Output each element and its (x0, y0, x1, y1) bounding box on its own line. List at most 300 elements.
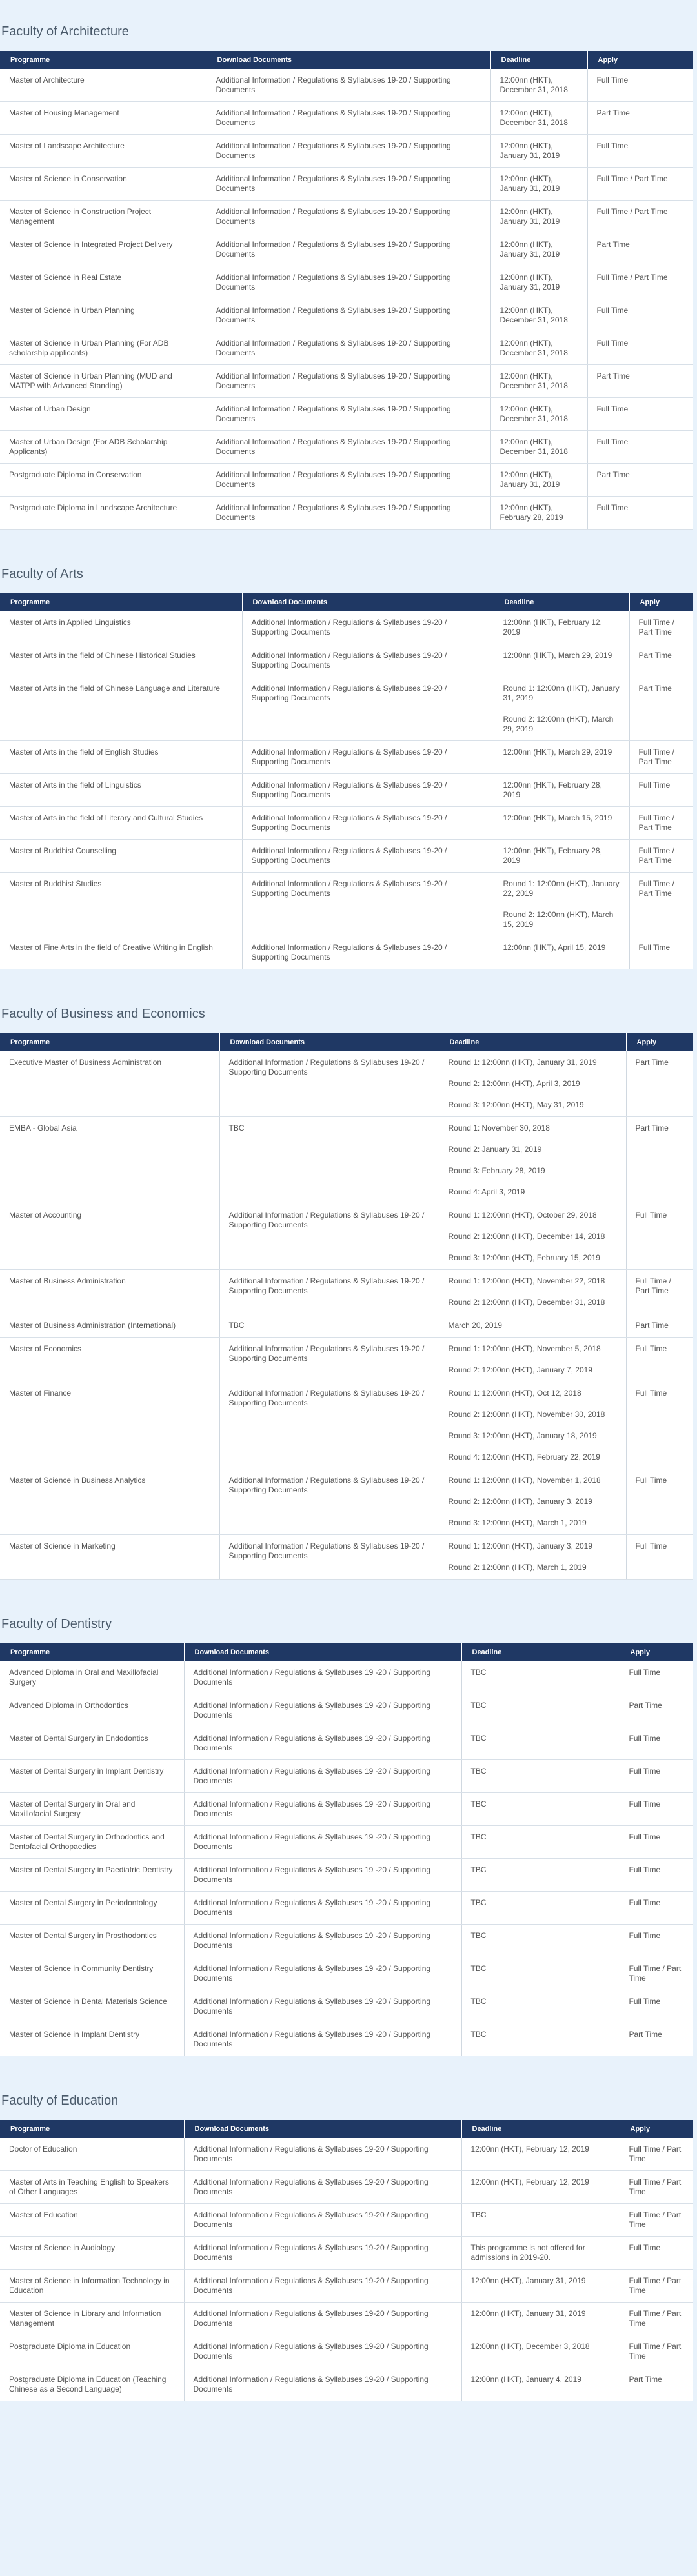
deadline-round: Round 1: 12:00nn (HKT), Oct 12, 2018 (448, 1389, 581, 1398)
download-documents-cell (207, 201, 490, 233)
download-documents-link[interactable]: Additional Information / Regulations & Syllabuses 19 -20 / Supporting Documents (193, 1865, 431, 1884)
programme-name: Master of Buddhist Counselling (0, 840, 242, 873)
download-documents-link[interactable]: Additional Information / Regulations & Syllabuses 19 -20 / Supporting Documents (193, 1799, 431, 1818)
table-row (0, 266, 693, 299)
faculty-title: Faculty of Architecture (1, 25, 129, 39)
download-documents-link[interactable]: Additional Information / Regulations & Syllabuses 19-20 / Supporting Documents (216, 404, 451, 423)
download-documents-link[interactable]: Additional Information / Regulations & Syllabuses 19-20 / Supporting Documents (216, 372, 451, 390)
download-documents-cell (207, 431, 490, 464)
download-documents-cell (242, 840, 494, 873)
deadline-round: Round 3: 12:00nn (HKT), May 31, 2019 (448, 1100, 584, 1109)
deadline-round: 12:00nn (HKT), April 15, 2019 (503, 943, 606, 952)
table-row (0, 332, 693, 365)
column-header: Programme (0, 51, 207, 69)
deadline-cell (494, 741, 629, 774)
study-mode: Full Time (587, 69, 693, 102)
table-row (0, 299, 693, 332)
study-mode: Full Time / Part Time (629, 840, 693, 873)
table-row (0, 1469, 693, 1535)
table-row (0, 644, 693, 677)
deadline-round: 12:00nn (HKT), February 12, 2019 (503, 618, 602, 637)
faculty-section (0, 1592, 697, 2069)
table-row (0, 2171, 693, 2204)
deadline-round: 12:00nn (HKT), January 4, 2019 (470, 2375, 581, 2384)
deadline-cell (494, 807, 629, 840)
download-documents-link: TBC (228, 1321, 245, 1330)
deadline-cell (461, 2270, 620, 2303)
column-header: Apply (587, 51, 693, 69)
programme-name: Postgraduate Diploma in Landscape Architecture (0, 497, 207, 530)
download-documents-link[interactable]: Additional Information / Regulations & Syllabuses 19-20 / Supporting Documents (216, 108, 451, 127)
programme-table (0, 593, 693, 969)
download-documents-link[interactable]: Additional Information / Regulations & Syllabuses 19-20 / Supporting Documents (228, 1058, 425, 1076)
study-mode: Full Time (620, 1892, 693, 1925)
study-mode: Full Time / Part Time (587, 201, 693, 233)
download-documents-link[interactable]: Additional Information / Regulations & Syllabuses 19-20 / Supporting Documents (228, 1389, 425, 1407)
download-documents-link[interactable]: Additional Information / Regulations & Syllabuses 19-20 / Supporting Documents (216, 273, 451, 292)
column-header: Apply (620, 1643, 693, 1661)
deadline-round: Round 4: 12:00nn (HKT), February 22, 2019 (448, 1452, 600, 1461)
deadline-cell (461, 1760, 620, 1793)
deadline-cell (461, 2335, 620, 2368)
table-row (0, 201, 693, 233)
download-documents-link[interactable]: Additional Information / Regulations & Syllabuses 19 -20 / Supporting Documents (193, 1701, 431, 1719)
column-header: Deadline (461, 1643, 620, 1661)
deadline-cell (439, 1382, 626, 1469)
table-row (0, 1338, 693, 1382)
download-documents-cell (184, 2023, 461, 2056)
download-documents-link[interactable]: Additional Information / Regulations & Syllabuses 19-20 / Supporting Documents (193, 2177, 429, 2196)
download-documents-cell (242, 807, 494, 840)
column-header: Deadline (439, 1033, 626, 1051)
download-documents-link[interactable]: Additional Information / Regulations & Syllabuses 19 -20 / Supporting Documents (193, 1734, 431, 1752)
study-mode: Full Time (620, 1925, 693, 1957)
deadline-cell (461, 1727, 620, 1760)
download-documents-cell (184, 2368, 461, 2401)
download-documents-link[interactable]: Additional Information / Regulations & Syllabuses 19-20 / Supporting Documents (216, 174, 451, 193)
deadline-round: TBC (470, 1964, 487, 1973)
table-row (0, 611, 693, 644)
programme-name: EMBA - Global Asia (0, 1117, 219, 1204)
programme-name: Advanced Diploma in Oral and Maxillofacial Surgery (0, 1661, 184, 1694)
study-mode: Full Time (620, 1990, 693, 2023)
table-row (0, 1204, 693, 1270)
table-row (0, 1117, 693, 1204)
download-documents-link[interactable]: Additional Information / Regulations & Syllabuses 19-20 / Supporting Documents (193, 2375, 429, 2393)
deadline-cell (461, 1990, 620, 2023)
study-mode: Full Time (626, 1535, 693, 1580)
download-documents-link[interactable]: Additional Information / Regulations & Syllabuses 19-20 / Supporting Documents (193, 2243, 429, 2262)
deadline-round: 12:00nn (HKT), January 31, 2019 (500, 174, 560, 193)
study-mode: Full Time / Part Time (620, 2335, 693, 2368)
download-documents-cell (207, 464, 490, 497)
faculty-title: Faculty of Arts (1, 567, 83, 581)
deadline-cell (439, 1051, 626, 1117)
download-documents-cell (184, 1661, 461, 1694)
deadline-cell (490, 266, 587, 299)
deadline-round: 12:00nn (HKT), December 31, 2018 (500, 108, 568, 127)
download-documents-link[interactable]: Additional Information / Regulations & Syllabuses 19 -20 / Supporting Documents (193, 1767, 431, 1785)
deadline-round: Round 2: 12:00nn (HKT), January 7, 2019 (448, 1365, 592, 1374)
column-header: Deadline (461, 2120, 620, 2138)
deadline-cell (494, 936, 629, 969)
programme-name: Master of Dental Surgery in Periodontology (0, 1892, 184, 1925)
programme-name: Master of Dental Surgery in Prosthodontics (0, 1925, 184, 1957)
study-mode: Full Time (620, 1760, 693, 1793)
programme-name: Master of Science in Urban Planning (MUD and MATPP with Advanced Standing) (0, 365, 207, 398)
column-header: Programme (0, 593, 242, 611)
download-documents-link[interactable]: Additional Information / Regulations & Syllabuses 19-20 / Supporting Documents (251, 943, 447, 962)
download-documents-link[interactable]: Additional Information / Regulations & Syllabuses 19-20 / Supporting Documents (251, 684, 447, 702)
deadline-round: Round 3: February 28, 2019 (448, 1166, 545, 1175)
programme-name: Postgraduate Diploma in Conservation (0, 464, 207, 497)
download-documents-link[interactable]: Additional Information / Regulations & Syllabuses 19-20 / Supporting Documents (216, 207, 451, 226)
table-row (0, 2237, 693, 2270)
download-documents-link[interactable]: Additional Information / Regulations & Syllabuses 19-20 / Supporting Documents (193, 2210, 429, 2229)
column-header: Download Documents (184, 1643, 461, 1661)
deadline-round: Round 2: 12:00nn (HKT), December 31, 2018 (448, 1298, 605, 1307)
deadline-cell (461, 2171, 620, 2204)
programme-name: Master of Arts in Applied Linguistics (0, 611, 242, 644)
download-documents-cell (207, 299, 490, 332)
deadline-cell (439, 1204, 626, 1270)
programme-name: Master of Architecture (0, 69, 207, 102)
programme-table (0, 2120, 693, 2401)
deadline-round: Round 1: November 30, 2018 (448, 1124, 550, 1133)
deadline-round: 12:00nn (HKT), December 31, 2018 (500, 372, 568, 390)
deadline-round: 12:00nn (HKT), January 31, 2019 (500, 240, 560, 259)
download-documents-link[interactable]: Additional Information / Regulations & Syllabuses 19-20 / Supporting Documents (228, 1211, 425, 1229)
programme-name: Master of Science in Urban Planning (0, 299, 207, 332)
study-mode: Part Time (629, 677, 693, 741)
download-documents-link[interactable]: Additional Information / Regulations & Syllabuses 19-20 / Supporting Documents (216, 75, 451, 94)
download-documents-link[interactable]: Additional Information / Regulations & Syllabuses 19-20 / Supporting Documents (228, 1541, 425, 1560)
table-row (0, 1694, 693, 1727)
download-documents-cell (207, 497, 490, 530)
download-documents-cell (184, 1892, 461, 1925)
deadline-round: 12:00nn (HKT), February 28, 2019 (503, 780, 602, 799)
programme-name: Master of Science in Construction Project Management (0, 201, 207, 233)
table-row (0, 1727, 693, 1760)
study-mode: Full Time (629, 774, 693, 807)
deadline-cell (461, 2368, 620, 2401)
programme-name: Master of Science in Real Estate (0, 266, 207, 299)
deadline-round: 12:00nn (HKT), December 31, 2018 (500, 404, 568, 423)
programme-name: Postgraduate Diploma in Education (0, 2335, 184, 2368)
programme-name: Master of Arts in the field of Linguistics (0, 774, 242, 807)
deadline-cell (490, 365, 587, 398)
deadline-round: Round 2: 12:00nn (HKT), January 3, 2019 (448, 1497, 592, 1506)
study-mode: Full Time (587, 135, 693, 168)
study-mode: Part Time (587, 365, 693, 398)
download-documents-cell (242, 611, 494, 644)
programme-name: Master of Science in Integrated Project Delivery (0, 233, 207, 266)
programme-name: Master of Urban Design (For ADB Scholarship Applicants) (0, 431, 207, 464)
download-documents-cell (184, 2270, 461, 2303)
deadline-round: Round 1: 12:00nn (HKT), January 31, 2019 (448, 1058, 597, 1067)
programme-name: Master of Business Administration (International) (0, 1314, 219, 1338)
deadline-round: 12:00nn (HKT), March 29, 2019 (503, 651, 612, 660)
deadline-round: 12:00nn (HKT), December 31, 2018 (500, 306, 568, 324)
study-mode: Part Time (587, 233, 693, 266)
download-documents-link[interactable]: Additional Information / Regulations & Syllabuses 19-20 / Supporting Documents (228, 1344, 425, 1363)
download-documents-link[interactable]: Additional Information / Regulations & Syllabuses 19-20 / Supporting Documents (216, 437, 451, 456)
deadline-round: TBC (470, 2030, 487, 2039)
deadline-round: TBC (470, 1799, 487, 1808)
programme-name: Master of Buddhist Studies (0, 873, 242, 936)
study-mode: Full Time / Part Time (620, 2270, 693, 2303)
deadline-cell (490, 233, 587, 266)
table-row (0, 1661, 693, 1694)
programme-name: Master of Dental Surgery in Endodontics (0, 1727, 184, 1760)
deadline-round: Round 1: 12:00nn (HKT), January 22, 2019 (503, 879, 620, 898)
deadline-round: Round 2: 12:00nn (HKT), November 30, 2018 (448, 1410, 605, 1419)
study-mode: Full Time (587, 299, 693, 332)
download-documents-link[interactable]: Additional Information / Regulations & Syllabuses 19-20 / Supporting Documents (193, 2276, 429, 2295)
table-row (0, 2023, 693, 2056)
faculty-title: Faculty of Dentistry (1, 1617, 112, 1631)
table-row (0, 677, 693, 741)
download-documents-link[interactable]: Additional Information / Regulations & Syllabuses 19 -20 / Supporting Documents (193, 1832, 431, 1851)
study-mode: Full Time (629, 936, 693, 969)
column-header: Apply (626, 1033, 693, 1051)
download-documents-cell (242, 774, 494, 807)
deadline-round: TBC (470, 1832, 487, 1841)
study-mode: Full Time (587, 332, 693, 365)
deadline-round: Round 4: April 3, 2019 (448, 1187, 525, 1196)
deadline-round: Round 3: 12:00nn (HKT), February 15, 2019 (448, 1253, 600, 1262)
deadline-round: 12:00nn (HKT), January 31, 2019 (500, 141, 560, 160)
deadline-cell (461, 1793, 620, 1826)
download-documents-cell (219, 1051, 439, 1117)
download-documents-cell (184, 1727, 461, 1760)
deadline-cell (494, 774, 629, 807)
deadline-cell (490, 398, 587, 431)
programme-name: Master of Science in Audiology (0, 2237, 184, 2270)
download-documents-link[interactable]: Additional Information / Regulations & Syllabuses 19-20 / Supporting Documents (228, 1476, 425, 1494)
download-documents-cell (219, 1338, 439, 1382)
study-mode: Full Time / Part Time (587, 168, 693, 201)
study-mode: Full Time / Part Time (629, 611, 693, 644)
download-documents-cell (184, 2237, 461, 2270)
programme-name: Master of Arts in the field of English Studies (0, 741, 242, 774)
download-documents-link[interactable]: Additional Information / Regulations & Syllabuses 19 -20 / Supporting Documents (193, 1931, 431, 1950)
deadline-cell (494, 873, 629, 936)
programme-name: Executive Master of Business Administration (0, 1051, 219, 1117)
deadline-round: Round 1: 12:00nn (HKT), January 31, 2019 (503, 684, 620, 702)
study-mode: Part Time (626, 1051, 693, 1117)
download-documents-link[interactable]: Additional Information / Regulations & Syllabuses 19 -20 / Supporting Documents (193, 1997, 431, 2016)
deadline-cell (461, 1694, 620, 1727)
programme-name: Master of Finance (0, 1382, 219, 1469)
programme-name: Master of Science in Information Technology in Education (0, 2270, 184, 2303)
download-documents-link[interactable]: Additional Information / Regulations & Syllabuses 19-20 / Supporting Documents (193, 2342, 429, 2361)
faculty-title: Faculty of Business and Economics (1, 1007, 205, 1021)
table-row (0, 873, 693, 936)
download-documents-cell (184, 1760, 461, 1793)
download-documents-cell (184, 1925, 461, 1957)
download-documents-cell (184, 1793, 461, 1826)
download-documents-cell (219, 1314, 439, 1338)
download-documents-link[interactable]: Additional Information / Regulations & Syllabuses 19-20 / Supporting Documents (251, 651, 447, 669)
download-documents-link[interactable]: Additional Information / Regulations & Syllabuses 19-20 / Supporting Documents (251, 879, 447, 898)
programme-table (0, 1033, 693, 1580)
download-documents-cell (219, 1535, 439, 1580)
deadline-round: Round 1: 12:00nn (HKT), October 29, 2018 (448, 1211, 597, 1220)
study-mode: Full Time (626, 1204, 693, 1270)
download-documents-link[interactable]: Additional Information / Regulations & Syllabuses 19-20 / Supporting Documents (251, 748, 447, 766)
download-documents-cell (242, 677, 494, 741)
download-documents-cell (242, 936, 494, 969)
study-mode: Full Time (620, 1793, 693, 1826)
study-mode: Full Time (587, 431, 693, 464)
table-row (0, 807, 693, 840)
table-row (0, 1535, 693, 1580)
programme-table (0, 51, 693, 530)
programme-name: Master of Science in Dental Materials Science (0, 1990, 184, 2023)
deadline-round: Round 2: 12:00nn (HKT), March 29, 2019 (503, 715, 614, 733)
download-documents-link[interactable]: Additional Information / Regulations & Syllabuses 19-20 / Supporting Documents (251, 813, 447, 832)
deadline-cell (494, 611, 629, 644)
deadline-round: This programme is not offered for admissions in 2019-20. (470, 2243, 585, 2262)
deadline-round: Round 1: 12:00nn (HKT), November 5, 2018 (448, 1344, 601, 1353)
deadline-round: TBC (470, 1931, 487, 1940)
download-documents-link[interactable]: Additional Information / Regulations & Syllabuses 19-20 / Supporting Documents (216, 503, 451, 522)
study-mode: Part Time (626, 1314, 693, 1338)
download-documents-cell (184, 2303, 461, 2335)
table-row (0, 1760, 693, 1793)
download-documents-cell (242, 873, 494, 936)
download-documents-link[interactable]: Additional Information / Regulations & Syllabuses 19 -20 / Supporting Documents (193, 1964, 431, 1983)
study-mode: Full Time / Part Time (620, 2171, 693, 2204)
deadline-round: 12:00nn (HKT), December 31, 2018 (500, 75, 568, 94)
deadline-cell (490, 431, 587, 464)
programme-name: Master of Science in Community Dentistry (0, 1957, 184, 1990)
download-documents-link[interactable]: Additional Information / Regulations & Syllabuses 19-20 / Supporting Documents (193, 2145, 429, 2163)
column-header: Apply (629, 593, 693, 611)
download-documents-cell (207, 398, 490, 431)
faculty-section (0, 2069, 697, 2414)
table-row (0, 2270, 693, 2303)
table-header-row (0, 1643, 693, 1661)
table-row (0, 2368, 693, 2401)
deadline-round: 12:00nn (HKT), February 28, 2019 (500, 503, 563, 522)
download-documents-link[interactable]: Additional Information / Regulations & Syllabuses 19-20 / Supporting Documents (216, 141, 451, 160)
faculty-section (0, 982, 697, 1592)
deadline-round: 12:00nn (HKT), January 31, 2019 (500, 470, 560, 489)
download-documents-cell (184, 2138, 461, 2171)
study-mode: Full Time (620, 1727, 693, 1760)
table-row (0, 1990, 693, 2023)
deadline-cell (461, 2204, 620, 2237)
download-documents-cell (184, 1826, 461, 1859)
study-mode: Full Time / Part Time (629, 873, 693, 936)
deadline-cell (439, 1338, 626, 1382)
deadline-cell (439, 1469, 626, 1535)
table-row (0, 1957, 693, 1990)
study-mode: Full Time (620, 2237, 693, 2270)
download-documents-link[interactable]: Additional Information / Regulations & Syllabuses 19-20 / Supporting Documents (216, 339, 451, 357)
deadline-round: Round 2: 12:00nn (HKT), March 15, 2019 (503, 910, 614, 929)
programme-name: Master of Science in Conservation (0, 168, 207, 201)
download-documents-link[interactable]: Additional Information / Regulations & Syllabuses 19 -20 / Supporting Documents (193, 2030, 431, 2048)
deadline-round: Round 2: 12:00nn (HKT), April 3, 2019 (448, 1079, 580, 1088)
deadline-round: 12:00nn (HKT), February 12, 2019 (470, 2177, 589, 2186)
deadline-round: Round 3: 12:00nn (HKT), January 18, 2019 (448, 1431, 597, 1440)
table-row (0, 1859, 693, 1892)
programme-name: Master of Science in Implant Dentistry (0, 2023, 184, 2056)
deadline-round: Round 3: 12:00nn (HKT), March 1, 2019 (448, 1518, 587, 1527)
deadline-cell (490, 201, 587, 233)
programme-name: Master of Dental Surgery in Implant Dentistry (0, 1760, 184, 1793)
deadline-cell (461, 2138, 620, 2171)
deadline-round: TBC (470, 1734, 487, 1743)
study-mode: Full Time (626, 1338, 693, 1382)
study-mode: Part Time (629, 644, 693, 677)
download-documents-link[interactable]: Additional Information / Regulations & Syllabuses 19-20 / Supporting Documents (216, 240, 451, 259)
table-row (0, 398, 693, 431)
programme-name: Master of Accounting (0, 1204, 219, 1270)
download-documents-link[interactable]: Additional Information / Regulations & Syllabuses 19 -20 / Supporting Documents (193, 1898, 431, 1917)
download-documents-link[interactable]: Additional Information / Regulations & Syllabuses 19-20 / Supporting Documents (228, 1276, 425, 1295)
programme-name: Master of Science in Business Analytics (0, 1469, 219, 1535)
table-row (0, 1051, 693, 1117)
programme-name: Master of Arts in the field of Literary and Cultural Studies (0, 807, 242, 840)
table-row (0, 741, 693, 774)
programme-name: Master of Dental Surgery in Paediatric Dentistry (0, 1859, 184, 1892)
table-row (0, 497, 693, 530)
download-documents-link[interactable]: Additional Information / Regulations & Syllabuses 19 -20 / Supporting Documents (193, 1668, 431, 1687)
deadline-round: 12:00nn (HKT), December 31, 2018 (500, 437, 568, 456)
table-header-row (0, 2120, 693, 2138)
download-documents-link[interactable]: Additional Information / Regulations & Syllabuses 19-20 / Supporting Documents (216, 306, 451, 324)
download-documents-link[interactable]: Additional Information / Regulations & Syllabuses 19-20 / Supporting Documents (251, 780, 447, 799)
table-row (0, 135, 693, 168)
deadline-round: TBC (470, 1997, 487, 2006)
programme-name: Master of Business Administration (0, 1270, 219, 1314)
column-header: Deadline (494, 593, 629, 611)
download-documents-link[interactable]: Additional Information / Regulations & Syllabuses 19-20 / Supporting Documents (216, 470, 451, 489)
study-mode: Part Time (587, 464, 693, 497)
column-header: Download Documents (242, 593, 494, 611)
deadline-round: TBC (470, 1701, 487, 1710)
download-documents-cell (207, 365, 490, 398)
table-row (0, 774, 693, 807)
table-row (0, 2204, 693, 2237)
programme-name: Master of Science in Library and Information Management (0, 2303, 184, 2335)
programme-name: Master of Fine Arts in the field of Creative Writing in English (0, 936, 242, 969)
download-documents-cell (184, 1990, 461, 2023)
deadline-round: 12:00nn (HKT), December 31, 2018 (500, 339, 568, 357)
deadline-cell (461, 1826, 620, 1859)
table-row (0, 1382, 693, 1469)
deadline-round: TBC (470, 1865, 487, 1874)
deadline-round: Round 1: 12:00nn (HKT), November 22, 2018 (448, 1276, 605, 1285)
download-documents-link[interactable]: Additional Information / Regulations & Syllabuses 19-20 / Supporting Documents (251, 846, 447, 865)
download-documents-link[interactable]: Additional Information / Regulations & Syllabuses 19-20 / Supporting Documents (193, 2309, 429, 2328)
table-row (0, 936, 693, 969)
study-mode: Full Time / Part Time (626, 1270, 693, 1314)
column-header: Download Documents (184, 2120, 461, 2138)
deadline-cell (461, 1892, 620, 1925)
deadline-round: 12:00nn (HKT), December 3, 2018 (470, 2342, 590, 2351)
deadline-round: 12:00nn (HKT), February 12, 2019 (470, 2145, 589, 2154)
download-documents-link[interactable]: Additional Information / Regulations & Syllabuses 19-20 / Supporting Documents (251, 618, 447, 637)
study-mode: Full Time (587, 398, 693, 431)
deadline-round: TBC (470, 2210, 487, 2219)
deadline-cell (461, 2237, 620, 2270)
download-documents-cell (242, 644, 494, 677)
